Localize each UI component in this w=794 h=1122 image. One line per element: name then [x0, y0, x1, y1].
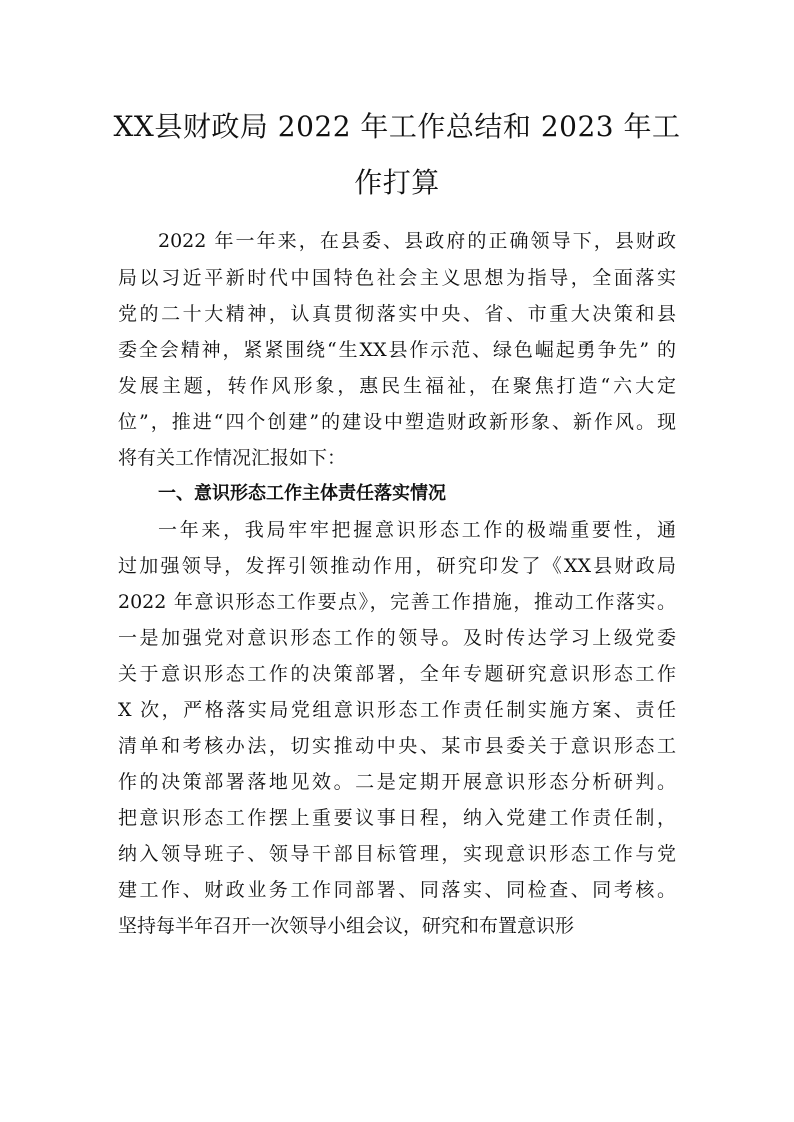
body-line: 坚持每半年召开一次领导小组会议，研究和布置意识形: [118, 915, 575, 937]
body-line: 关于意识形态工作的决策部署，全年专题研究意识形态工作: [118, 663, 676, 685]
intro-line: 2022 年一年来，在县委、县政府的正确领导下，县财政: [158, 230, 676, 252]
body-line: X 次，严格落实局党组意识形态工作责任制实施方案、责任: [118, 699, 676, 721]
body-line: 过加强领导，发挥引领推动作用，研究印发了《XX县财政局: [118, 555, 676, 577]
intro-line: 发展主题，转作风形象，惠民生福祉，在聚焦打造“六大定: [118, 375, 676, 397]
body-line: 一年来，我局牢牢把握意识形态工作的极端重要性，通: [158, 519, 676, 541]
intro-line: 将有关工作情况汇报如下：: [118, 447, 347, 469]
document-title-line-1: XX县财政局 2022 年工作总结和 2023 年工: [113, 110, 681, 143]
body-line: 清单和考核办法，切实推动中央、某市县委关于意识形态工: [118, 735, 676, 757]
intro-line: 位”，推进“四个创建”的建设中塑造财政新形象、新作风。现: [118, 411, 676, 433]
intro-line: 党的二十大精神，认真贯彻落实中央、省、市重大决策和县: [118, 303, 676, 325]
document-title-line-2: 作打算: [354, 166, 440, 199]
intro-line: 局以习近平新时代中国特色社会主义思想为指导，全面落实: [118, 267, 676, 289]
intro-line: 委全会精神，紧紧围绕“生XX县作示范、绿色崛起勇争先” 的: [118, 339, 676, 361]
body-line: 把意识形态工作摆上重要议事日程，纳入党建工作责任制，: [118, 807, 676, 829]
section-heading: 一、意识形态工作主体责任落实情况: [158, 483, 446, 504]
body-line: 纳入领导班子、领导干部目标管理，实现意识形态工作与党: [118, 843, 676, 865]
body-line: 建工作、财政业务工作同部署、同落实、同检查、同考核。: [118, 879, 676, 901]
body-line: 一是加强党对意识形态工作的领导。及时传达学习上级党委: [118, 627, 676, 649]
body-line: 2022 年意识形态工作要点》，完善工作措施，推动工作落实。: [118, 591, 676, 613]
body-line: 作的决策部署落地见效。二是定期开展意识形态分析研判。: [118, 771, 676, 793]
